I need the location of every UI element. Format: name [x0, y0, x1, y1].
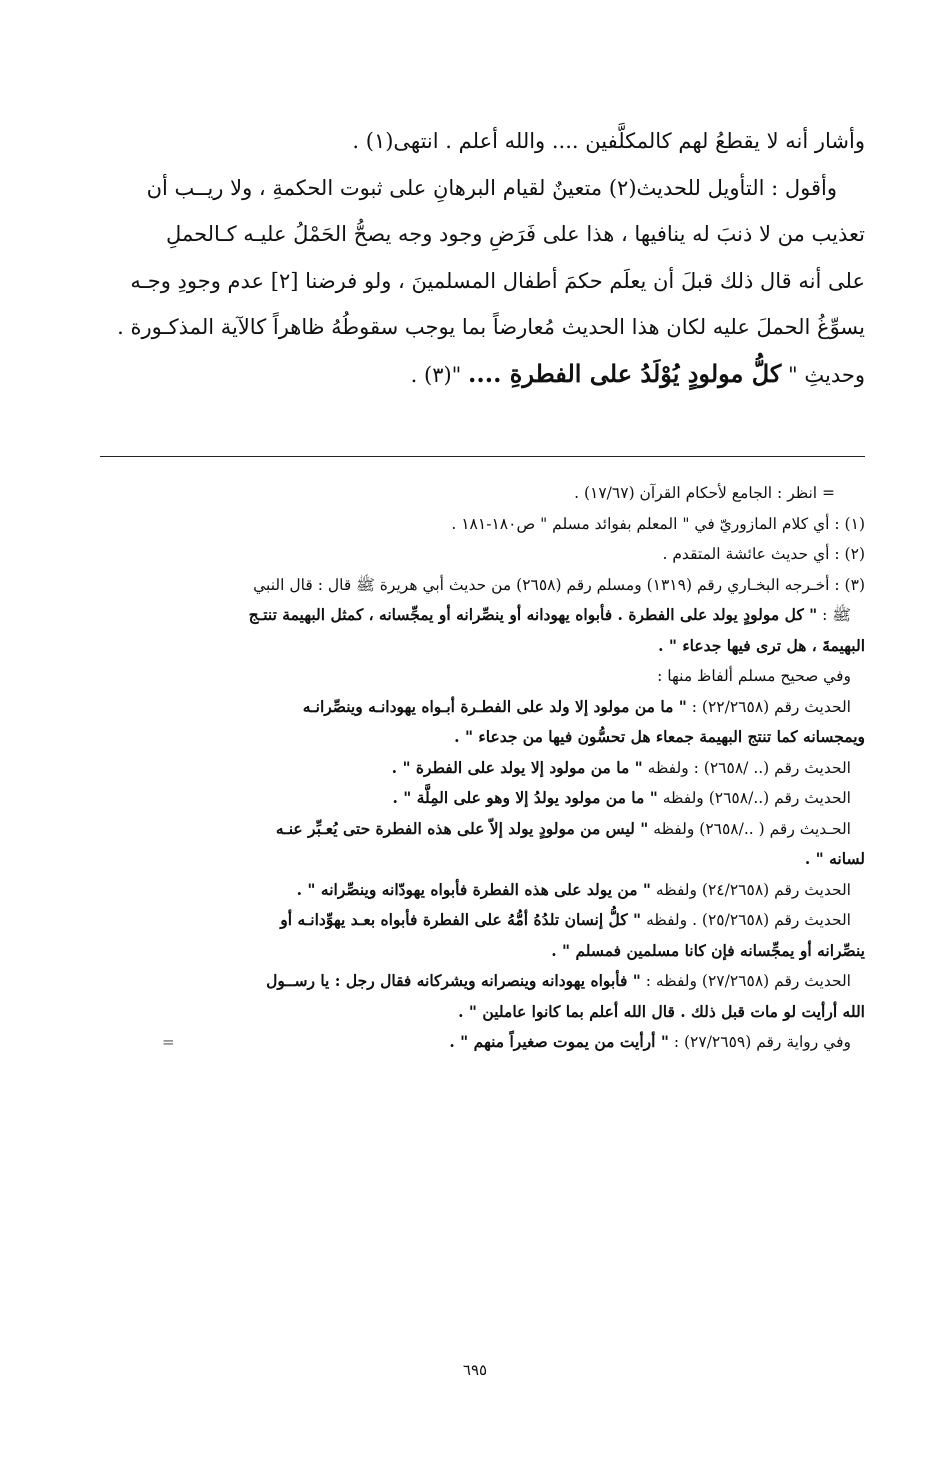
hadith-2-ref: الحديث رقم (.. /٢٦٥٨) : ولفظه — [642, 758, 851, 777]
footnote-2: (٢) : أي حديث عائشة المتقدم . — [662, 545, 865, 563]
hadith-8-ref: وفي رواية رقم (٢٧/٢٦٥٩) : — [668, 1033, 851, 1051]
hadith-3 — [100, 783, 865, 814]
footnote-separator — [100, 456, 865, 457]
hadith-2 — [100, 753, 865, 784]
hadith-quote: كلُّ مولودٍ يُوْلَدُ على الفطرةِ .... — [468, 358, 782, 388]
hadith-6-line-1 — [100, 905, 865, 936]
prophet-mark: ﷺ : — [817, 606, 851, 624]
hadith-4-ref: الحـديث رقم ( ../٢٦٥٨) ولفظه — [648, 819, 851, 838]
footnote-1: (١) : أي كلام المازوريّ في " المعلم بفوائد مسلم " ص١٨٠-١٨١ . — [451, 514, 865, 533]
footnote-3-line-1: (٣) : أخـرجه البخـاري رقم (١٣١٩) ومسلم رقم (٢٦٥٨) من حديث أبي هريرة ﷺ قال : قال النبي — [253, 575, 865, 594]
footnote-3-line-2 — [100, 600, 865, 631]
hadith-3-ref: الحديث رقم (../٢٦٥٨) ولفظه — [657, 789, 851, 807]
main-line-3: تعذيب من لا ذنبَ له ينافيها ، هذا على فَرَضِ وجود وجه يصحُّ الحَمْلُ عليـه كـالحملِ — [166, 222, 865, 246]
hadith-3-text: " ما من مولود يولدُ إلا وهو على المِلَّة " . — [392, 788, 658, 807]
page-number: ٦٩٥ — [462, 1361, 488, 1379]
hadith-7-line-1 — [100, 966, 865, 997]
hadith-1-line-2 — [100, 722, 865, 753]
hadith-8 — [100, 1027, 865, 1058]
footnote-3-line-3 — [100, 631, 865, 662]
hadith-6-text-end: ينصِّرانه أو يمجِّسانه فإن كانا مسلمين فمسلم " . — [551, 940, 865, 960]
hadith-6-text: " كلُّ إنسان تلدُهُ أمُّهُ على الفطرة فأبواه بعـد يهوِّدانـه أو — [280, 910, 642, 929]
footnotes — [100, 478, 865, 1058]
hadith-5-text: " من يولد على هذه الفطرة فأبواه يهودّانه وينصِّرانه " . — [296, 879, 651, 899]
hadith-4-text-end: لسانه " . — [804, 849, 865, 868]
main-line-1: وأشار أنه لا يقطعُ لهم كالمكلَّفين .... والله أعلم . انتهى(١) . — [352, 129, 865, 153]
continued-mark: = — [162, 1033, 175, 1051]
hadith-7-text: " فأبواه يهودانه وينصرانه ويشركانه فقال رجل : يا رســول — [266, 971, 641, 990]
main-line-2: وأقول : التأويل للحديث(٢) متعينٌ لقيام البرهانِ على ثبوت الحكمةِ ، ولا ريــب أن — [146, 175, 837, 200]
hadith-1-line-1 — [100, 692, 865, 723]
hadith-1-ref: الحديث رقم (٢٢/٢٦٥٨) : — [686, 697, 851, 716]
footnote-3-quote-end: البهيمةَ ، هل ترى فيها جدعاء " . — [658, 635, 865, 655]
hadith-6-line-2 — [100, 936, 865, 967]
hadith-4-text: " ليس من مولودٍ يولد إلاّ على هذه الفطرة حتى يُعـبِّر عنـه — [275, 818, 649, 838]
footnote-3-quote: " كل مولودٍ يولد على الفطرة . فأبواه يهودانه أو ينصِّرانه أو يمجِّسانه ، كمثل البهيمة تنتـج — [248, 605, 818, 624]
main-line-5: يسوِّغُ الحملَ عليه لكان هذا الحديث مُعارضاً بما يوجب سقوطُهُ ظاهراً كالآية المذكـورة . — [117, 315, 865, 339]
hadith-7-ref: الحديث رقم (٢٧/٢٦٥٨) ولفظه : — [640, 972, 851, 990]
main-line-4: على أنه قال ذلك قبلَ أن يعلَم حكمَ أطفال المسلمينَ ، ولو فرضنا [٢] عدم وجودِ وجـه — [130, 268, 865, 293]
hadith-7-line-2 — [100, 997, 865, 1028]
hadith-2-text: " ما من مولود إلا يولد على الفطرة " . — [391, 757, 643, 777]
hadith-4-line-2 — [100, 844, 865, 875]
main-text — [100, 118, 865, 398]
hadith-1-text: " ما من مولود إلا ولد على الفطـرة أبـواه يهودانـه وينصِّرانـه — [302, 696, 687, 716]
hadith-4-line-1 — [100, 814, 865, 845]
hadith-8-text: " أرأيت من يموت صغيراً منهم " . — [449, 1032, 669, 1051]
muslim-intro: وفي صحيح مسلم ألفاظ منها : — [657, 667, 851, 685]
hadith-intro: وحديثِ " — [788, 362, 865, 387]
hadith-quote-end: "(٣) . — [410, 362, 462, 387]
footnote-carryover: = انظر : الجامع لأحكام القرآن (١٧/٦٧) . — [574, 484, 835, 502]
hadith-5-ref: الحديث رقم (٢٤/٢٦٥٨) ولفظه — [651, 880, 851, 899]
hadith-1-text-end: ويمجسانه كما تنتج البهيمة جمعاء هل تحسُّون فيها من جدعاء " . — [454, 727, 865, 746]
main-line-6 — [100, 351, 865, 399]
hadith-6-ref: الحديث رقم (٢٥/٢٦٥٨) . ولفظه — [641, 911, 851, 929]
hadith-7-text-end: الله أرأيت لو مات قبل ذلك . قال الله أعلم بما كانوا عاملين " . — [458, 1001, 865, 1021]
hadith-5 — [100, 875, 865, 906]
